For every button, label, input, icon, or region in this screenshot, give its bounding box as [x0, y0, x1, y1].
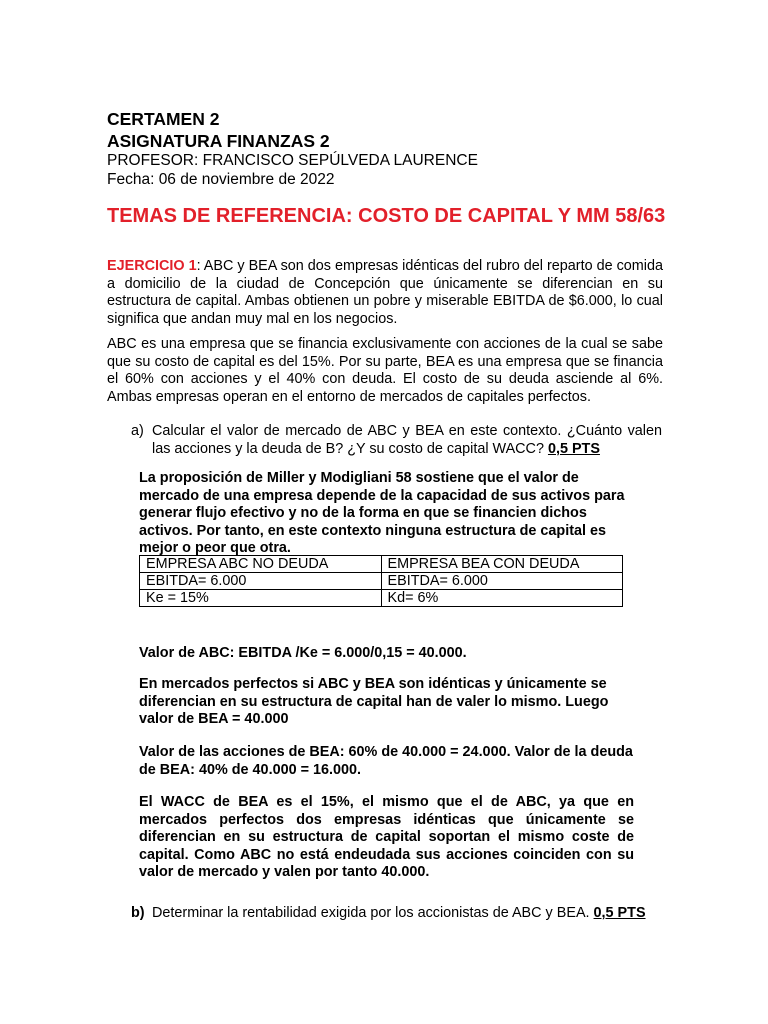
exercise-1-label: EJERCICIO 1	[107, 258, 197, 274]
question-a	[152, 423, 662, 458]
table-header-cell: EMPRESA ABC NO DEUDA	[140, 556, 382, 573]
table-cell: Kd= 6%	[381, 590, 623, 607]
table-cell: EBITDA= 6.000	[381, 573, 623, 590]
equity-debt-paragraph: Valor de las acciones de BEA: 60% de 40.000 = 24.000. Valor de la deuda de BEA: 40% de 40.000 = 16.000.	[139, 744, 633, 778]
professor-line: PROFESOR: FRANCISCO SEPÚLVEDA LAURENCE	[107, 152, 478, 169]
subject-title: ASIGNATURA FINANZAS 2	[107, 131, 330, 151]
question-a-marker: a)	[131, 423, 144, 439]
date-line: Fecha: 06 de noviembre de 2022	[107, 171, 335, 188]
table-cell: Ke = 15%	[140, 590, 382, 607]
comparison-table	[139, 555, 623, 607]
table-row	[140, 590, 623, 607]
table-header-row	[140, 556, 623, 573]
question-b-text: Determinar la rentabilidad exigida por los accionistas de ABC y BEA.	[152, 905, 594, 921]
value-abc-line: Valor de ABC: EBITDA /Ke = 6.000/0,15 = 40.000.	[139, 645, 467, 661]
question-b-points: 0,5 PTS	[593, 905, 646, 921]
exercise-1-text: : ABC y BEA son dos empresas idénticas del rubro del reparto de comida a domicilio de la ciudad de Concepción que únicamente se diferencian en su estructura de capital. Ambas obtienen un pobre y miserable EBITDA de $6.000, lo cual significa que andan muy mal en los negocios.	[107, 258, 663, 327]
question-b	[152, 905, 662, 923]
question-b-marker: b)	[131, 905, 145, 921]
exercise-1-paragraph-2: ABC es una empresa que se financia exclusivamente con acciones de la cual se sabe que su costo de capital es del 15%. Por su parte, BEA es una empresa que se financia el 60% con acciones y el 40% con deuda. El costo de su deuda asciende al 6%. Ambas empresas operan en el entorno de mercados de capitales perfectos.	[107, 336, 663, 405]
table-cell: EBITDA= 6.000	[140, 573, 382, 590]
answer-a-intro: La proposición de Miller y Modigliani 58 sostiene que el valor de mercado de una empresa depende de la capacidad de sus activos para generar flujo efectivo y no de la forma en que se financien dichos activos. Por tanto, en este contexto ninguna estructura de capital es mejor o peor que otra.	[139, 470, 625, 557]
wacc-paragraph: El WACC de BEA es el 15%, el mismo que el de ABC, ya que en mercados perfectos dos empresas idénticas que únicamente se diferencian en su estructura de capital soportan el mismo coste de capital. Como ABC no está endeudada sus acciones coinciden con su valor de mercado y valen por tanto 40.000.	[139, 794, 634, 881]
table-row	[140, 573, 623, 590]
question-a-text: Calcular el valor de mercado de ABC y BEA en este contexto. ¿Cuánto valen las acciones y la deuda de B? ¿Y su costo de capital WACC?	[152, 423, 662, 457]
exercise-1-paragraph	[107, 258, 663, 328]
question-a-points: 0,5 PTS	[547, 440, 600, 457]
topic-heading: TEMAS DE REFERENCIA: COSTO DE CAPITAL Y MM 58/63	[107, 205, 666, 227]
perfect-markets-paragraph: En mercados perfectos si ABC y BEA son idénticas y únicamente se diferencian en su estructura de capital han de valer lo mismo. Luego valor de BEA = 40.000	[139, 676, 609, 728]
table-header-cell: EMPRESA BEA CON DEUDA	[381, 556, 623, 573]
exam-title: CERTAMEN 2	[107, 109, 220, 129]
